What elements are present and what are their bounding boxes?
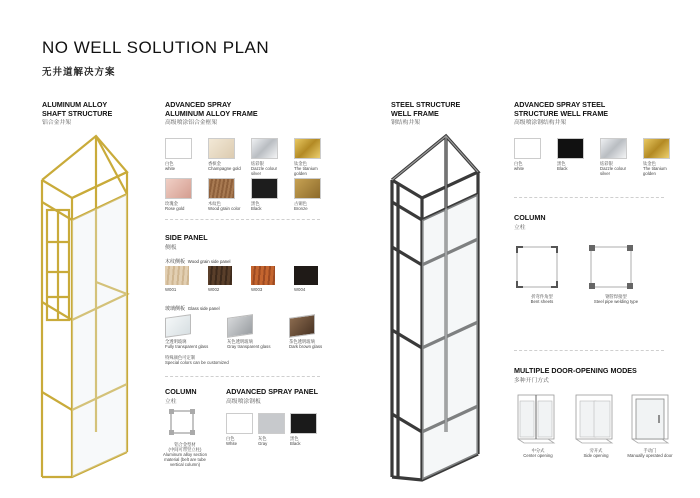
steel-frame-swatch-label (643, 161, 679, 176)
steel-frame-swatch-label (514, 161, 550, 171)
swatch-label-cn: 炫彩银 (251, 161, 264, 166)
swatch-label-en: Bronze (294, 206, 308, 211)
swatch-label-en: Wood grain color (208, 206, 241, 211)
glass-panel-label-cn: 茶色透明玻璃 (289, 339, 315, 344)
door-label-cn: 旁开式 (589, 448, 603, 453)
page-subtitle: 无井道解决方案 (42, 67, 116, 78)
door-label-en: Manually operated door (627, 453, 673, 458)
alu-frame-swatch (165, 178, 192, 199)
steel-frame-swatch-label (557, 161, 593, 171)
wood-panel-code: W001 (165, 287, 177, 292)
door-modes-heading: MULTIPLE DOOR-OPENING MODES 多种开门方式 (514, 366, 637, 384)
swatch-label-cn: 白色 (165, 161, 174, 166)
aluminum-heading: ALUMINUM ALLOY SHAFT STRUCTURE 铝合金井架 (42, 100, 113, 126)
page-title: NO WELL SOLUTION PLAN (42, 38, 270, 57)
swatch-label-cn: 钛金色 (643, 161, 656, 166)
swatch-label-cn: 白色 (514, 161, 523, 166)
column-left-caption: 铝合金型材 (中间可带竖立柱) Aluminum alloy section material (belt are tube vertical column) (163, 442, 207, 467)
swatch-label-en: The titanium golden (643, 166, 667, 176)
manual-door-icon (630, 393, 670, 445)
glass-panel-label-en: Gray transparent glass (227, 344, 271, 349)
swatch-label-cn: 黑色 (251, 201, 260, 206)
steel-frame-swatch (600, 138, 627, 159)
wood-panel-swatch (165, 266, 189, 285)
alu-frame-swatch-label (251, 161, 287, 176)
column-label-en: Bent sheets (530, 299, 554, 304)
swatch-label-cn: 白色 (226, 436, 235, 441)
glass-panel-swatch (289, 314, 315, 338)
swatch-label-cn: 黑色 (290, 436, 299, 441)
swatch-label-en: Dazzle colour silver (251, 166, 278, 176)
spray-panel-heading: ADVANCED SPRAY PANEL 高级喷涂钢板 (226, 387, 318, 405)
steel-frame-swatch (643, 138, 670, 159)
alu-frame-swatch-label (294, 201, 330, 211)
alu-frame-swatch (208, 178, 235, 199)
wood-panel-label: 木纹侧板 Wood grain side panel (165, 259, 231, 265)
swatch-label-cn: 黑色 (557, 161, 566, 166)
alu-frame-swatch-label (165, 201, 201, 211)
alu-frame-swatch-label (294, 161, 330, 176)
door-mode-label (568, 448, 624, 458)
swatch-label-cn: 钛金色 (294, 161, 307, 166)
alu-frame-swatch-label (165, 161, 201, 171)
swatch-label-en: White (226, 441, 237, 446)
door-label-cn: 中分式 (531, 448, 545, 453)
swatch-label-cn: 炫彩银 (600, 161, 613, 166)
alu-frame-swatch (251, 138, 278, 159)
column-label-cn: 折弯件角型 (531, 294, 553, 299)
door-label-en: Center opening (523, 453, 553, 458)
wood-panel-swatch (208, 266, 232, 285)
alu-frame-swatch (208, 138, 235, 159)
spray-panel-swatch (226, 413, 253, 434)
spray-panel-swatch-label (226, 436, 262, 446)
swatch-label-en: Black (557, 166, 568, 171)
door-label-en: Side opening (583, 453, 609, 458)
alu-frame-swatch-label (208, 161, 244, 171)
swatch-label-cn: 玫瑰金 (165, 201, 178, 206)
swatch-label-en: Dazzle colour silver (600, 166, 627, 176)
aluminum-shaft-illustration (34, 132, 144, 482)
swatch-label-cn: 古铜色 (294, 201, 307, 206)
glass-panel-label (165, 339, 225, 349)
divider (165, 219, 320, 220)
swatch-label-en: Black (251, 206, 262, 211)
column-left-heading: COLUMN 立柱 (165, 387, 197, 405)
wood-panel-code: W004 (294, 287, 306, 292)
swatch-label-en: white (165, 166, 176, 171)
swatch-label-cn: 木纹色 (208, 201, 221, 206)
steel-frame-swatch (514, 138, 541, 159)
spray-panel-swatch (290, 413, 317, 434)
glass-panel-swatch (165, 314, 191, 338)
swatch-label-en: Black (290, 441, 301, 446)
swatch-label-cn: 香槟金 (208, 161, 221, 166)
wood-panel-swatch (251, 266, 275, 285)
divider (514, 197, 664, 198)
door-mode-label (622, 448, 678, 458)
glass-panel-label-en: Fully transparent glass (165, 344, 209, 349)
steel-shaft-illustration (384, 132, 496, 484)
spray-panel-swatch (258, 413, 285, 434)
aluminum-column-icon (168, 408, 196, 436)
swatch-label-en: Champagne gold (208, 166, 241, 171)
column-right-label (588, 294, 644, 304)
custom-color-note: 特殊颜色可定制 Special colors can be customized (165, 355, 229, 365)
divider (165, 376, 320, 377)
side-opening-door-icon (574, 393, 614, 445)
swatch-label-en: white (514, 166, 525, 171)
alu-frame-swatch-label (251, 201, 287, 211)
side-panel-heading: SIDE PANEL 侧板 (165, 233, 208, 251)
steel-frame-heading: ADVANCED SPRAY STEEL STRUCTURE WELL FRAME 高级喷涂钢结构井架 (514, 100, 609, 126)
steel-frame-swatch (557, 138, 584, 159)
steel-pipe-column-icon (588, 244, 634, 290)
door-label-cn: 手动门 (643, 448, 657, 453)
glass-panel-swatch (227, 314, 253, 338)
column-label-cn: 钢管焊接型 (605, 294, 627, 299)
wood-panel-code: W003 (251, 287, 263, 292)
glass-panel-label (289, 339, 349, 349)
spray-panel-swatch-label (258, 436, 294, 446)
swatch-label-en: Gray (258, 441, 268, 446)
glass-panel-label (227, 339, 287, 349)
alu-frame-heading: ADVANCED SPRAY ALUMINUM ALLOY FRAME 高级喷涂铝合金框架 (165, 100, 258, 126)
alu-frame-swatch (294, 138, 321, 159)
alu-frame-swatch (251, 178, 278, 199)
wood-panel-code: W002 (208, 287, 220, 292)
alu-frame-swatch-label (208, 201, 244, 211)
steel-frame-swatch-label (600, 161, 636, 176)
swatch-label-cn: 灰色 (258, 436, 267, 441)
alu-frame-swatch (294, 178, 321, 199)
bent-sheet-column-icon (514, 244, 560, 290)
steel-heading: STEEL STRUCTURE WELL FRAME 钢结构井架 (391, 100, 461, 126)
door-mode-label (510, 448, 566, 458)
swatch-label-en: The titanium golden (294, 166, 318, 176)
swatch-label-en: Rose gold (165, 206, 185, 211)
spray-panel-swatch-label (290, 436, 326, 446)
wood-panel-swatch (294, 266, 318, 285)
divider (514, 350, 664, 351)
center-opening-door-icon (516, 393, 556, 445)
glass-panel-label-en: Dark brown glass (289, 344, 323, 349)
glass-panel-label-cn: 灰色透明玻璃 (227, 339, 253, 344)
column-right-label (514, 294, 570, 304)
alu-frame-swatch (165, 138, 192, 159)
column-label-en: Steel pipe welding type (593, 299, 639, 304)
glass-panel-label-cn: 全透明玻璃 (165, 339, 187, 344)
glass-panel-label: 玻璃侧板 Glass side panel (165, 306, 220, 312)
column-right-heading: COLUMN 立柱 (514, 213, 546, 231)
